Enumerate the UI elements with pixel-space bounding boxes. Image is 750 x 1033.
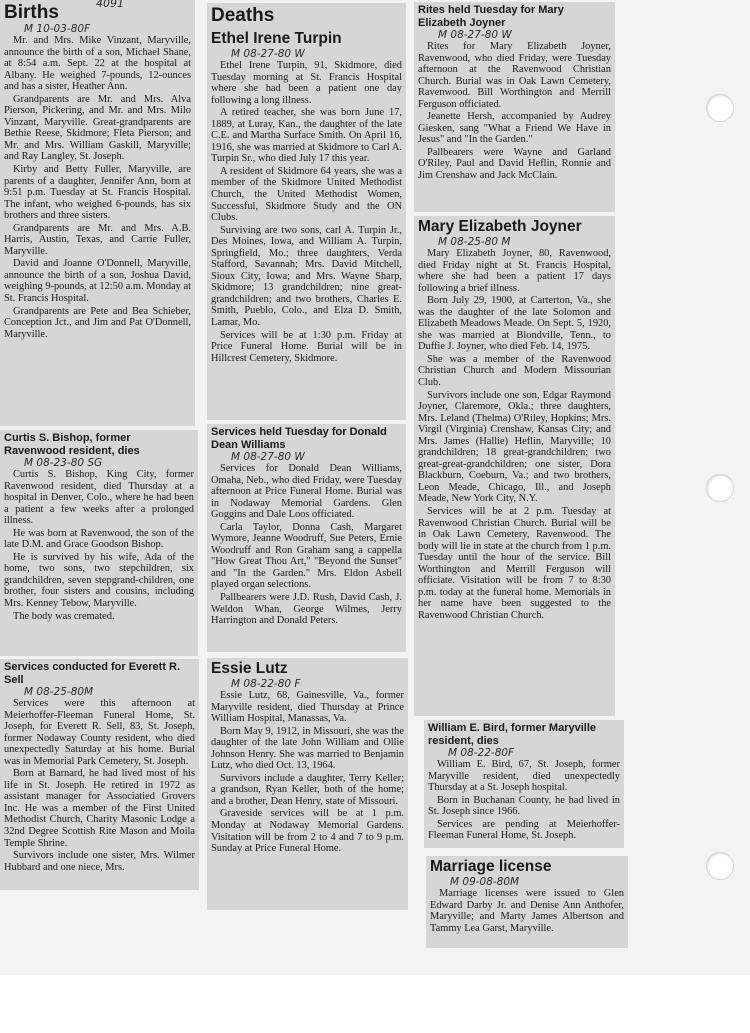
sell-paragraph: Survivors include one sister, Mrs. Wilmer Hubbard and one niece, Mrs. (4, 850, 195, 873)
bishop-paragraph: He was born at Ravenwood, the son of the late D.M. and Grace Goodson Bishop. (4, 527, 194, 551)
turpin-paragraph: Ethel Irene Turpin, 91, Skidmore, died Tuesday morning at St. Francis Hospital where she had been a patient one day following a long illness. (211, 60, 402, 106)
marriage-title: Marriage license (430, 858, 552, 875)
bishop-paragraph: Curtis S. Bishop, King City, former Ravenwood resident, died Thursday at a hospital in Denver, Colo., where he had been a patient a few weeks after a prolonged illness. (4, 469, 194, 527)
williams-date-note: M 08-27-80 W (231, 451, 305, 463)
marriage-date-note: M 09-08-80M (450, 876, 520, 888)
rites-date-note: M 08-27-80 W (438, 29, 512, 41)
williams-clipping (207, 424, 406, 652)
births-paragraph: David and Joanne O'Donnell, Maryville, announce the birth of a son, Joshua David, weighing 9-pounds, at 12:50 a.m. Monday at St. Francis Hospital. (4, 258, 191, 305)
births-paragraph: Grandparents are Mr. and Mrs. A.B. Harris, Austin, Texas, and Carrie Fuller, Maryville. (4, 222, 191, 257)
joyner-paragraph: Born July 29, 1900, at Carterton, Va., she was the daughter of the late Solomon and Elizabeth Meadows Meade. On Sept. 5, 1920, she was married at Blondville, Tenn., to Duffie J. Joyner, who died Feb. 14, 1975. (418, 295, 611, 353)
williams-paragraph: Carla Taylor, Donna Cash, Margaret Wymore, Jeanne Woodruff, Sue Peters, Ernie Woodruff and Ron Graham sang a cappella "How Great Thou Art," "Beyond the Sunset" and "In the Garden." Mrs. Eldon Asbell played organ selections. (211, 521, 402, 591)
binder-hole (706, 94, 734, 122)
sell-clipping (0, 659, 199, 890)
turpin-date-note: M 08-27-80 W (231, 48, 305, 60)
bishop-headline: Curtis S. Bishop, former Ravenwood resident, dies (4, 432, 140, 457)
sell-date-note: M 08-25-80M (24, 686, 94, 698)
lutz-title: Essie Lutz (211, 660, 288, 677)
rites-paragraph: Jeanette Hersh, accompanied by Audrey Giesken, sang "What a Friend We Have in Jesus" and "In the Garden." (418, 111, 611, 146)
binder-hole (706, 852, 734, 880)
sell-headline: Services conducted for Everett R. Sell (4, 661, 181, 686)
births-date-note: M 10-03-80F (24, 23, 91, 35)
joyner-paragraph: Survivors include one son, Edgar Raymond Joyner, Claremore, Okla.; three daughters, Mrs. Leland (Thelma) O'Riley, Hopkins; Mrs. Virgil (Virginia) Crenshaw, Kansas City; and Mrs. James (Hallie) Heflin, Maryville; 10 grandchildren; 18 great-grandchildren; two great-great-grandchildren; one sister, Dora Blackburn, Coeburn, Va.; and two brothers, Leon Meade, Chicago, Ill., and Joseph Meade, New York City, N.Y. (418, 389, 611, 505)
turpin-paragraph: Surviving are two sons, carl A. Turpin Jr., Des Moines, Iowa, and William A. Turpin, Springfield, Mo.; three daughters, Verda Stafford, Savannah; Mrs. David Mitchell, Sioux City, Iowa; and Mrs. Wayne Sharp, Skidmore; 13 grandchildren; nine great-grandchildren; and two brothers, Charles E. Smith, Pueblo, Colo., and Elza D. Smith, Lamar, Mo. (211, 224, 402, 329)
deaths-clipping (207, 3, 406, 420)
births-paragraph: Mr. and Mrs. Mike Vinzant, Maryville, announce the birth of a son, Michael Shane, at 8:54 a.m. Sept. 22 at the hospital at Albany. He weighed 7-pounds, 12-ounces and has a sister, Heather Ann. (4, 35, 191, 93)
bishop-paragraph: The body was cremated. (13, 610, 115, 622)
joyner-paragraph: Services will be at 2 p.m. Tuesday at Ravenwood Christian Church. Burial will be in Oak Lawn Cemetery, Ravenwood. The body will lie in state at the church from 1 p.m. Tuesday until the hour of the service. Bill Worthington and Merrill Ferguson will officiate. Visitation will be from 7 to 8:30 p.m. today at the funeral home. Memorials in her name have been suggested to the Ravenwood Christian Church. (418, 506, 611, 621)
joyner-paragraph: She was a member of the Ravenwood Christian Church and Modern Missourian Club. (418, 353, 611, 389)
turpin-subtitle: Ethel Irene Turpin (211, 30, 342, 47)
williams-paragraph: Services for Donald Dean Williams, Omaha, Neb., who died Friday, were Tuesday afternoon at Price Funeral Home. Burial was in Nodaway Memorial Gardens. Glen Goggins and Dale Loos officiated. (211, 463, 402, 521)
sell-paragraph: Born at Barnard, he had lived most of his life in St. Joseph. He retired in 1972 as assistant manager for Associatied Grovers Inc. He was a member of the First United Methodist Church, Charity Masonic Lodge a 32nd Degree Scottish Rite Mason and Moila Temple Shrine. (4, 768, 195, 849)
lutz-clipping (207, 658, 408, 910)
lutz-paragraph: Survivors include a daughter, Terry Keller; a grandson, Ryan Keller, both of the home; and a brother, Dean Henry, state of Missouri. (211, 772, 404, 807)
bishop-paragraph: He is survived by his wife, Ada of the home, two sons, two stepchildren, six grandchildren, seven stepgrand-children, one brother, four sisters and cousins, including Mrs. Kenney Tebow, Maryville. (4, 551, 194, 610)
turpin-paragraph: A resident of Skidmore 64 years, she was a member of the Skidmore United Methodist Church, the United Methodist Women, Successful, Skidmore Study and the ON Clubs. (211, 165, 402, 224)
joyner-clipping (414, 216, 615, 716)
bishop-date-note: M 08-23-80 SG (24, 457, 103, 469)
marriage-paragraph: Marriage licenses were issued to Glen Edward Darby Jr. and Denise Ann Anthofer, Maryville; and Marty James Albertson and Tammy Lea Garst, Maryville. (430, 888, 624, 934)
joyner-title: Mary Elizabeth Joyner (418, 218, 582, 235)
births-paragraph: Kirby and Betty Fuller, Maryville, are parents of a daughter, Jennifer Ann, born at 9:51 p.m. Tuesday at St. Francis Hospital. The infant, who weighed 6-pounds, has six brothers and three sisters. (4, 164, 191, 222)
bishop-clipping (0, 430, 198, 656)
bird-date-note: M 08-22-80F (448, 747, 515, 759)
rites-paragraph: Pallbearers were Wayne and Garland O'Riley, Paul and David Heflin, Ronnie and Jim Crenshaw and Jack McClain. (418, 146, 611, 182)
bird-headline: William E. Bird, former Maryville resident, dies (428, 722, 597, 747)
rites-headline: Rites held Tuesday for Mary Elizabeth Joyner (418, 4, 564, 29)
births-paragraph: Grandparents are Pete and Bea Schieber, Conception Jct., and Jim and Pat O'Donnell, Maryville. (4, 305, 191, 340)
turpin-paragraph: A retired teacher, she was born June 17, 1889, at Luray, Kan., the daughter of the late C.E. and Martha Surface Smith. On April 16, 1916, she was married at Skidmore to Carl A. Turpin Sr., who died July 17 this year. (211, 107, 402, 165)
williams-headline: Services held Tuesday for Donald Dean Williams (211, 426, 387, 451)
lutz-paragraph: Born May 9, 1912, in Missouri, she was the daughter of the late John William and Ollie Johnson Henry. She was married to Benjamin Lutz, who died Oct. 13, 1964. (211, 725, 404, 772)
bird-paragraph: William E. Bird, 67, St. Joseph, former Maryville resident, died unexpectedly Thursday at a St. Joseph hospital. (428, 759, 620, 794)
bird-paragraph: Services are pending at Meierhoffer-Fleeman Funeral Home, St. Joseph. (428, 818, 620, 842)
turpin-paragraph: Services will be at 1:30 p.m. Friday at Price Funeral Home. Burial will be in Hillcrest Cemetery, Skidmore. (211, 329, 402, 364)
lutz-paragraph: Essie Lutz, 68, Gainesville, Va., former Maryville resident, died Thursday at Prince William Hospital, Manassas, Va. (211, 690, 404, 725)
births-clipping (0, 0, 195, 426)
joyner-date-note: M 08-25-80 M (438, 236, 511, 248)
bird-clipping (424, 720, 624, 848)
marriage-clipping (426, 856, 628, 948)
sell-paragraph: Services were this afternoon at Meierhoffer-Fleeman Funeral Home, St. Joseph, for Everett R. Sell, 83, St. Joseph, former Nodaway County resident, who died unexpectedly Saturday at his home. Burial was in Memorial Park Cemetery, St. Joseph. (4, 698, 195, 767)
births-title: Births (4, 2, 59, 23)
williams-paragraph: Pallbearers were J.D. Rush, David Cash, J. Weldon Whan, George Wilmes, Jerry Harrington and Donald Peters. (211, 592, 402, 627)
rites-clipping (414, 2, 615, 212)
binder-hole (706, 474, 734, 502)
births-paragraph: Grandparents are Mr. and Mrs. Alva Pierson, Pickering, and Mr. and Mrs. Milo Vinzant, Maryville. Great-grandparents are Bethie Reese, Skidmore; Fleta Pierson; and Mr. and Mrs. William Gaskill, Maryville; and Ray Langley, St. Joseph. (4, 93, 191, 163)
rites-paragraph: Rites for Mary Elizabeth Joyner, Ravenwood, who died Friday, were Tuesday afternoon at the Ravenwood Christian Church. Burial was in Oak Lawn Cemetery, Ravenwood. Bill Worthington and Merrill Ferguson officiated. (418, 41, 611, 110)
lutz-paragraph: Graveside services will be at 1 p.m. Monday at Nodaway Memorial Gardens. Visitation will be from 2 to 4 and 7 to 9 p.m. Sunday at Price Funeral Home. (211, 808, 404, 855)
joyner-paragraph: Mary Elizabeth Joyner, 80, Ravenwood, died Friday night at St. Francis Hospital, where she had been a patient 17 days following a brief illness. (418, 248, 611, 294)
bird-paragraph: Born in Buchanan County, he had lived in St. Joseph since 1966. (428, 794, 620, 818)
deaths-title: Deaths (211, 5, 275, 26)
births-corner-note: 4091 (96, 0, 124, 10)
lutz-date-note: M 08-22-80 F (231, 678, 301, 690)
